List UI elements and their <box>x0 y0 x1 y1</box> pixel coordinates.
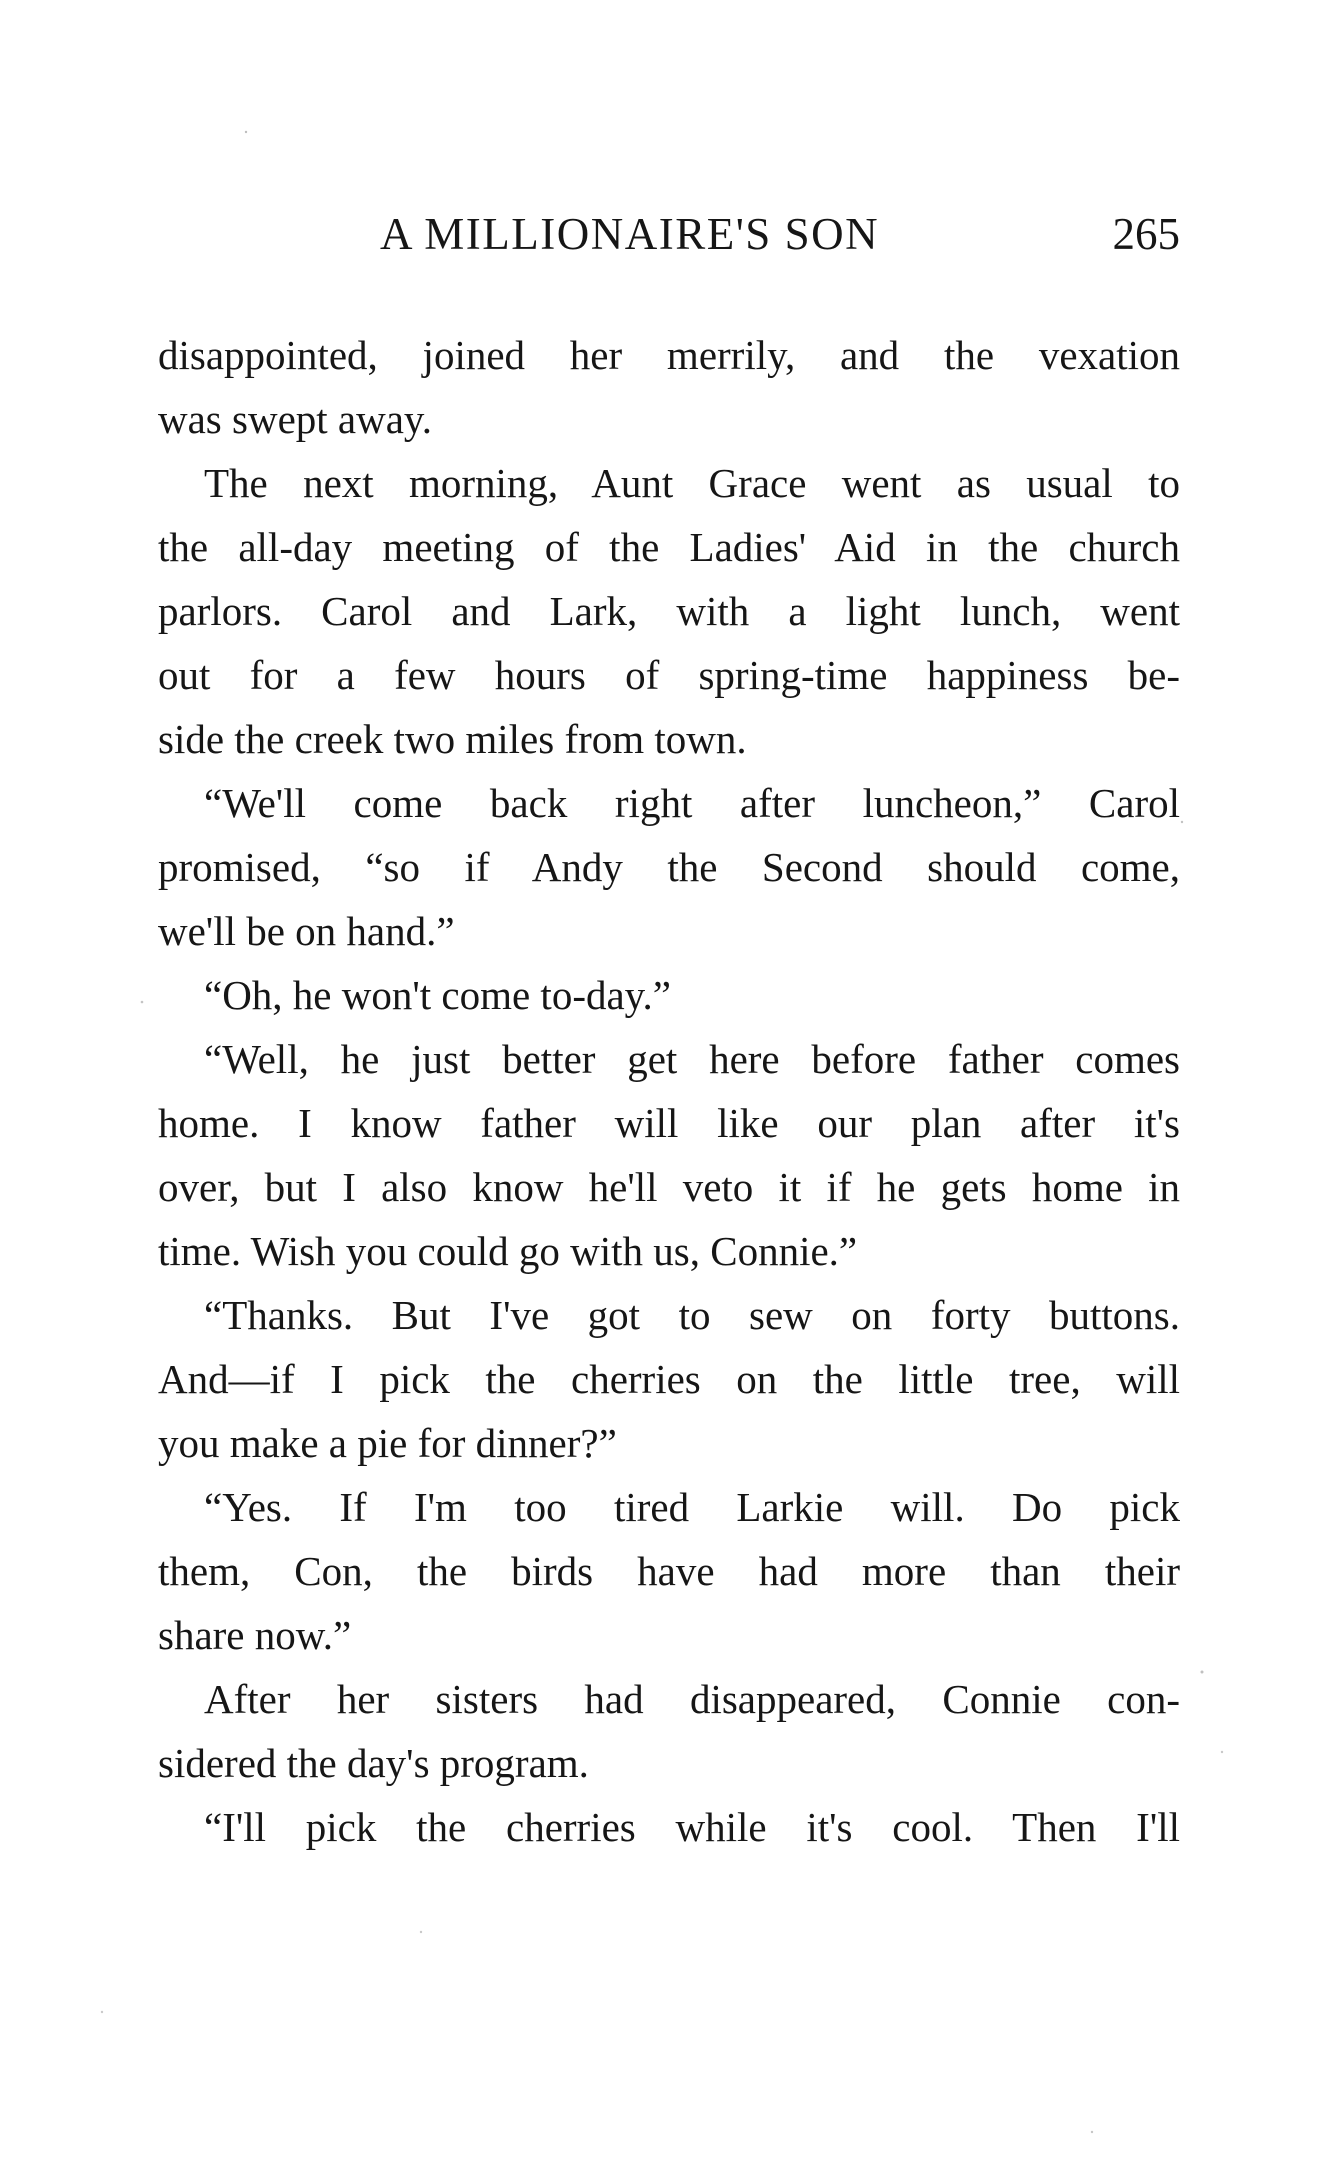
text-line: “Oh, he won't come to-day.” <box>204 972 671 1018</box>
text-line: share now.” <box>158 1612 352 1658</box>
text-line: “I'll pick the cherries while it's cool. Then I'll <box>204 1804 1180 1850</box>
text-line: “Yes. If I'm too tired Larkie will. Do pick <box>204 1484 1180 1530</box>
text-line: “Thanks. But I've got to sew on forty buttons. <box>204 1292 1180 1338</box>
body-text <box>158 323 1180 1859</box>
text-line: After her sisters had disappeared, Connie con- <box>204 1676 1180 1722</box>
text-line: the all-day meeting of the Ladies' Aid in the church <box>158 524 1180 570</box>
text-line: And—if I pick the cherries on the little tree, will <box>158 1356 1180 1402</box>
text-line: time. Wish you could go with us, Connie.” <box>158 1228 858 1274</box>
text-line: them, Con, the birds have had more than their <box>158 1548 1180 1594</box>
text-line: you make a pie for dinner?” <box>158 1420 617 1466</box>
text-line: we'll be on hand.” <box>158 908 455 954</box>
text-line: sidered the day's program. <box>158 1740 589 1786</box>
text-line: parlors. Carol and Lark, with a light lunch, went <box>158 588 1180 634</box>
text-line: over, but I also know he'll veto it if he gets home in <box>158 1164 1180 1210</box>
running-head <box>160 208 1180 268</box>
text-line: disappointed, joined her merrily, and the vexation <box>158 332 1180 378</box>
text-line: “We'll come back right after luncheon,” Carol <box>204 780 1180 826</box>
text-line: side the creek two miles from town. <box>158 716 747 762</box>
text-line: “Well, he just better get here before father comes <box>204 1036 1180 1082</box>
text-line: out for a few hours of spring-time happiness be- <box>158 652 1180 698</box>
text-line: promised, “so if Andy the Second should come, <box>158 844 1180 890</box>
running-title: A MILLIONAIRE'S SON <box>380 209 880 259</box>
text-line: home. I know father will like our plan after it's <box>158 1100 1180 1146</box>
page-number: 265 <box>1112 209 1180 259</box>
text-line: was swept away. <box>158 396 433 442</box>
text-line: The next morning, Aunt Grace went as usual to <box>204 460 1180 506</box>
